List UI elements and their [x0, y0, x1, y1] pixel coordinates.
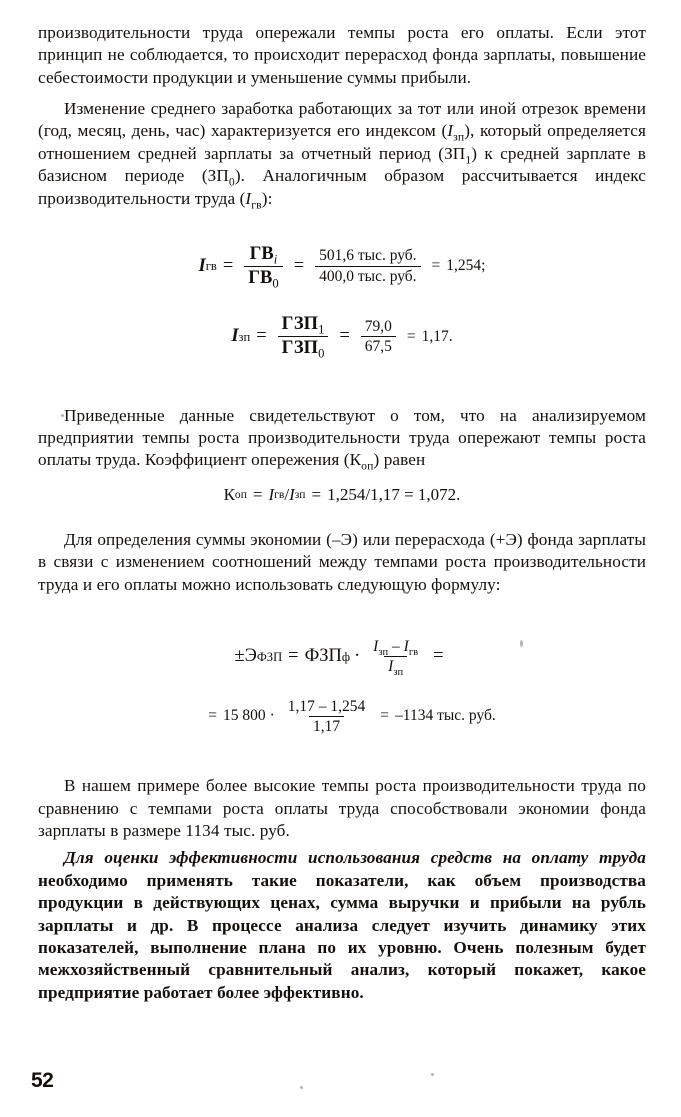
formula2-result: 1,17. — [421, 327, 453, 345]
formula-wage-fund-saving-result — [38, 698, 646, 736]
formula4-den-izp: I — [388, 658, 394, 676]
formula1-result: 1,254; — [446, 257, 486, 275]
formula1-equals-1: = — [222, 255, 234, 276]
formula4-lhs: ±Э — [234, 646, 257, 667]
formula1-den-sub: 0 — [272, 276, 279, 291]
formula2-lhs: I — [231, 326, 239, 347]
index-symbol-igv-sub: гв — [251, 197, 262, 211]
paragraph-3-pre: Приведенные данные свидетельствуют о том, что на анализируемом предприятии темпы роста производительности труда опережают темпы роста оплаты труда. Коэффициент опережения (К — [38, 405, 646, 470]
paragraph-5: В нашем примере более высокие темпы роста производительности труда по сравнению с темпами роста оплаты труда способствовали экономии фонда зарплаты в размере 1134 тыс. руб. — [38, 776, 646, 841]
formula2-den-sub: 0 — [318, 346, 325, 361]
paragraph-6-emphasis: Для оценки эффективности использования средств на оплату труда — [64, 848, 646, 868]
formula5-dot: · — [269, 707, 275, 725]
page-number: 52 — [31, 1069, 54, 1092]
formula-wage-fund-saving: ±Э ФЗП = ФЗП ф · $\frac{I_{зп} - I_{гв}}{I_{зп}}$ = — [234, 637, 444, 679]
formula2-fraction-2 — [361, 318, 396, 356]
paragraph-1: производительности труда опережали темпы роста его оплаты. Если этот принцип не соблюдается, то происходит перерасход фонда зарплаты, повышение себестоимости продукции и уменьшение суммы прибыли. — [38, 23, 646, 87]
formula5-result: –1134 тыс. руб. — [395, 707, 496, 725]
formula-outrun-coefficient: К оп = I гв / I зп = 1,254/1,17 = 1,072. — [223, 484, 461, 504]
formula3-lhs: К — [223, 484, 235, 504]
paragraph-2 — [38, 98, 646, 210]
formula4-num-igv-sub: гв — [408, 647, 419, 658]
scan-speck — [300, 1086, 303, 1089]
index-symbol-igv: I — [245, 188, 252, 208]
formula-wage-index: I зп = $\frac{ГЗП_1}{ГЗП_0}$ = $\frac{79,0}{67,5}$ = 1,17. — [231, 314, 453, 361]
paragraph-3-post: ) равен — [373, 450, 426, 470]
formula5-equals-2: = — [380, 707, 390, 725]
paragraph-2-part-a: Изменение среднего заработка работающих за тот или иной отрезок времени (год, месяц, день, час) характеризуется его индексом ( — [38, 99, 646, 141]
formula3-equals-2: = — [311, 484, 322, 504]
formula3-value: 1,254/1,17 = 1,072. — [327, 484, 461, 504]
formula1-lhs: I — [198, 255, 206, 276]
paragraph-2-part-b: ), который определяется отношением средней зарплаты за отчетный период (ЗП — [38, 121, 646, 163]
zp1-sub: 1 — [465, 153, 472, 167]
formula4-den-izp-sub: зп — [393, 667, 404, 679]
paragraph-2-part-c: ) к средней зарплате в базисном периоде (ЗП — [38, 143, 646, 186]
formula3-izp: I — [289, 484, 295, 504]
paragraph-2-part-d: ). Аналогичным образом рассчитывается индекс производительности труда ( — [38, 166, 646, 208]
formula4-minus: – — [392, 637, 400, 655]
scan-speck — [431, 1073, 434, 1076]
formula4-equals-2: = — [433, 646, 444, 667]
formula1-num-sub: i — [273, 252, 278, 267]
formula2-num-sub: 1 — [318, 323, 325, 337]
formula1-num2: 501,6 тыс. руб. — [319, 247, 417, 265]
page-content — [38, 22, 646, 1004]
formula1-den2: 400,0 тыс. руб. — [315, 266, 420, 285]
paragraph-4: Для определения суммы экономии (–Э) или перерасхода (+Э) фонда зарплаты в связи с изменением соотношений между темпами роста производительности труда и его оплаты можно использовать следующую формулу: — [38, 529, 646, 594]
formula2-equals-1: = — [256, 326, 267, 347]
formula2-den2: 67,5 — [361, 336, 396, 355]
scan-speck — [61, 414, 64, 417]
formula2-equals-2: = — [339, 326, 350, 347]
formula4-num-izp: I — [373, 637, 379, 655]
index-symbol-izp: I — [447, 121, 454, 141]
kop-sub: оп — [361, 459, 374, 473]
formula4-equals-1: = — [288, 646, 299, 667]
formula5-fraction — [284, 698, 370, 736]
formula1-equals-2: = — [293, 255, 305, 276]
formula1-fraction-2 — [315, 247, 420, 285]
formula3-equals-1: = — [252, 484, 263, 504]
formula4-dot: · — [354, 646, 361, 667]
formula2-num2: 79,0 — [364, 317, 392, 335]
formula4-num-izp-sub: зп — [378, 647, 389, 658]
formula1-num: ГВ — [249, 243, 274, 264]
formula2-den: ГЗП — [281, 338, 319, 359]
formula2-equals-3: = — [406, 327, 416, 345]
formula5-num: 1,17 – 1,254 — [287, 697, 366, 715]
formula-labour-productivity-index: I гв = $\frac{ГВ_i}{ГВ_0}$ = $\frac{\text{501,6 тыс. руб.}}{\text{400,0 тыс. руб.}}$ = 1,254; — [198, 243, 486, 291]
formula3-slash: / — [284, 484, 290, 504]
paragraph-2-part-e: ): — [261, 188, 273, 208]
scan-speck — [520, 640, 523, 647]
formula1-fraction-1 — [244, 243, 282, 291]
formula1-equals-3: = — [431, 257, 441, 275]
formula2-num: ГЗП — [281, 314, 319, 335]
paragraph-6-rest: необходимо применять такие показатели, как объем производства продукции в действующих ценах, сумма выручки и прибыли на рубль зарплаты и др. В процессе анализа следует изучить динамику этих показателей, выполнение плана по их уровню. Очень полезным будет межхозяйственный сравнительный анализ, который покажет, какое предприятие работает более эффективно. — [38, 870, 646, 1002]
formula4-fraction — [369, 637, 422, 679]
zp0-sub: 0 — [228, 175, 235, 189]
formula1-den: ГВ — [248, 267, 273, 288]
formula4-num-igv: I — [403, 637, 409, 655]
index-symbol-izp-sub: зп — [453, 130, 465, 144]
paragraph-3 — [38, 405, 646, 472]
formula5-den: 1,17 — [309, 716, 344, 735]
formula3-igv: I — [268, 484, 275, 504]
formula4-factor: ФЗП — [304, 646, 342, 667]
formula5-equals-1: = — [208, 707, 217, 725]
formula5-value: 15 800 — [222, 707, 266, 725]
formula2-fraction-1 — [278, 314, 329, 361]
paragraph-6 — [38, 847, 646, 1004]
